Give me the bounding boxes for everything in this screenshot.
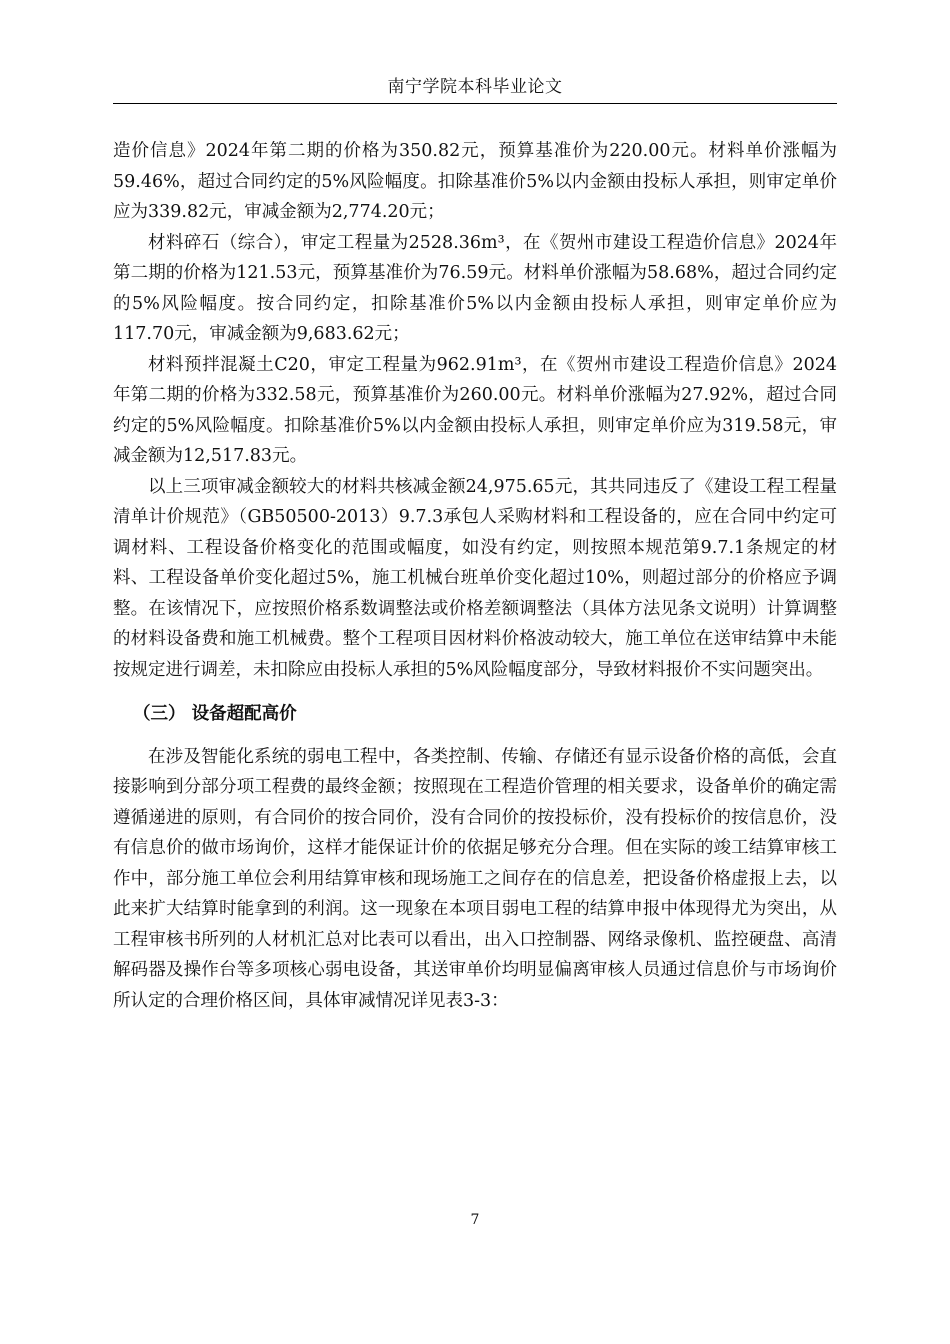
header-divider bbox=[113, 103, 837, 104]
page-header-title: 南宁学院本科毕业论文 bbox=[387, 77, 563, 97]
paragraph-continued: 造价信息》2024年第二期的价格为350.82元，预算基准价为220.00元。材料单价涨幅为59.46%，超过合同约定的5%风险幅度。扣除基准价5%以内金额由投标人承担，则审定单价应为339.82元，审减金额为2,774.20元； bbox=[113, 141, 837, 222]
paragraph-summary: 以上三项审减金额较大的材料共核减金额24,975.65元，其共同违反了《建设工程工程量清单计价规范》（GB50500-2013）9.7.3承包人采购材料和工程设备的，应在合同中约定可调材料、工程设备价格变化的范围或幅度，如没有约定，则按照本规范第9.7.1条规定的材料、工程设备单价变化超过5%，施工机械台班单价变化超过10%，则超过部分的价格应予调整。在该情况下，应按照价格系数调整法或价格差额调整法（具体方法见条文说明）计算调整的材料设备费和施工机械费。整个工程项目因材料价格波动较大，施工单位在送审结算中未能按规定进行调差，未扣除应由投标人承担的5%风险幅度部分，导致材料报价不实问题突出。 bbox=[113, 476, 837, 680]
page-number: 7 bbox=[470, 1212, 480, 1228]
paragraph-equipment-pricing: 在涉及智能化系统的弱电工程中，各类控制、传输、存储还有显示设备价格的高低，会直接影响到分部分项工程费的最终金额；按照现在工程造价管理的相关要求，设备单价的确定需遵循递进的原则，有合同价的按合同价，没有合同价的按投标价，没有投标价的按信息价，没有信息价的做市场询价，这样才能保证计价的依据足够充分合理。但在实际的竣工结算审核工作中，部分施工单位会利用结算审核和现场施工之间存在的信息差，把设备价格虚报上去，以此来扩大结算时能拿到的利润。这一现象在本项目弱电工程的结算申报中体现得尤为突出，从工程审核书所列的人材机汇总对比表可以看出，出入口控制器、网络录像机、监控硬盘、高清解码器及操作台等多项核心弱电设备，其送审单价均明显偏离审核人员通过信息价与市场询价所认定的合理价格区间，具体审减情况详见表3-3： bbox=[113, 746, 837, 1011]
paragraph-crushed-stone: 材料碎石（综合），审定工程量为2528.36m³，在《贺州市建设工程造价信息》2024年第二期的价格为121.53元，预算基准价为76.59元。材料单价涨幅为58.68%，超过合同约定的5%风险幅度。按合同约定，扣除基准价5%以内金额由投标人承担，则审定单价应为117.70元，审减金额为9,683.62元； bbox=[113, 232, 837, 344]
section-heading: （三） 设备超配高价 bbox=[133, 704, 297, 724]
paragraph-concrete-c20: 材料预拌混凝土C20，审定工程量为962.91m³，在《贺州市建设工程造价信息》2024年第二期的价格为332.58元，预算基准价为260.00元。材料单价涨幅为27.92%，超过合同约定的5%风险幅度。扣除基准价5%以内金额由投标人承担，则审定单价应为319.58元，审减金额为12,517.83元。 bbox=[113, 354, 837, 466]
document-body bbox=[113, 136, 837, 1016]
